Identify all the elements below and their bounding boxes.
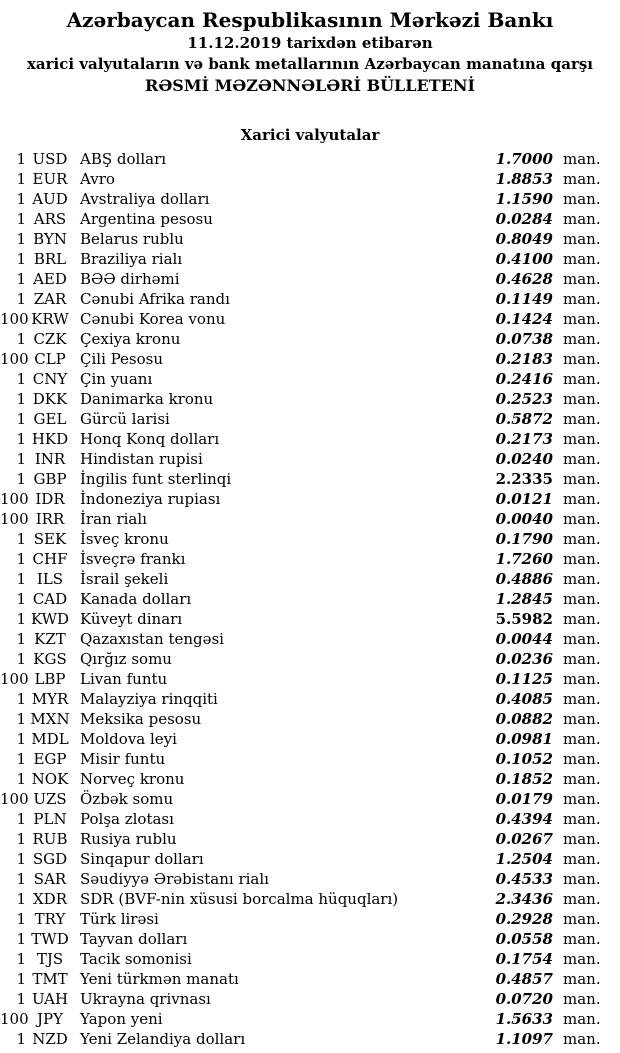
quantity-cell: 1 [16,570,26,588]
rate-value-cell: 2.3436 [495,890,553,908]
rate-value-cell: 1.2504 [495,850,553,868]
rate-value-cell: 0.2416 [495,370,553,388]
rate-value-cell: 0.4100 [495,250,553,268]
currency-name-cell: Rusiya rublu [80,830,177,848]
unit-label-cell: man. [563,290,601,308]
table-row [0,549,620,569]
rate-value-cell: 0.1790 [495,530,553,548]
quantity-cell: 1 [16,1030,26,1048]
rate-value-cell: 0.0040 [495,510,553,528]
currency-name-cell: Tayvan dolları [80,930,188,948]
rate-value-cell: 0.5872 [495,410,553,428]
table-row [0,969,620,989]
table-row [0,829,620,849]
rate-value-cell: 0.1052 [495,750,553,768]
rate-value-cell: 0.1149 [495,290,553,308]
table-row [0,629,620,649]
quantity-cell: 100 [0,350,29,368]
currency-code-cell: TJS [36,950,64,968]
currency-code-cell: AUD [32,190,68,208]
currency-name-cell: Çili Pesosu [80,350,164,368]
currency-code-cell: LBP [34,670,66,688]
currency-code-cell: CLP [34,350,66,368]
rate-value-cell: 0.0121 [495,490,553,508]
unit-label-cell: man. [563,470,601,488]
quantity-cell: 100 [0,490,29,508]
rate-value-cell: 1.2845 [495,590,553,608]
currency-name-cell: Braziliya rialı [80,250,183,268]
unit-label-cell: man. [563,790,601,808]
quantity-cell: 1 [16,210,26,228]
currency-code-cell: EGP [33,750,67,768]
bulletin-header [0,7,620,97]
table-row [0,349,620,369]
currency-code-cell: TRY [34,910,66,928]
bulletin-title: RƏSMİ MƏZƏNNƏLƏRİ BÜLLETENİ [145,76,475,95]
quantity-cell: 1 [16,470,26,488]
currency-name-cell: Qırğız somu [80,650,172,668]
quantity-cell: 1 [16,250,26,268]
rate-value-cell: 1.7000 [495,150,553,168]
currency-code-cell: KGS [33,650,67,668]
section-title-foreign-currencies: Xarici valyutalar [240,126,380,144]
table-row [0,729,620,749]
quantity-cell: 1 [16,770,26,788]
unit-label-cell: man. [563,510,601,528]
quantity-cell: 1 [16,410,26,428]
currency-name-cell: Kanada dolları [80,590,192,608]
currency-name-cell: Moldova leyi [80,730,177,748]
currency-name-cell: Səudiyyə Ərəbistanı rialı [80,870,269,888]
currency-name-cell: Yapon yeni [80,1010,163,1028]
table-row [0,509,620,529]
quantity-cell: 1 [16,450,26,468]
table-row [0,669,620,689]
unit-label-cell: man. [563,610,601,628]
currency-name-cell: Yeni türkmən manatı [80,970,239,988]
currency-code-cell: INR [34,450,66,468]
currency-name-cell: Misir funtu [80,750,166,768]
currency-name-cell: Malayziya rinqqiti [80,690,218,708]
currency-name-cell: Belarus rublu [80,230,184,248]
rate-value-cell: 0.0720 [495,990,553,1008]
currency-code-cell: JPY [36,1010,63,1028]
unit-label-cell: man. [563,150,601,168]
table-row [0,689,620,709]
rate-value-cell: 0.1125 [495,670,553,688]
unit-label-cell: man. [563,250,601,268]
currency-name-cell: Çin yuanı [80,370,153,388]
unit-label-cell: man. [563,350,601,368]
currency-code-cell: UAH [31,990,69,1008]
table-row [0,429,620,449]
unit-label-cell: man. [563,310,601,328]
quantity-cell: 1 [16,270,26,288]
rate-value-cell: 0.0558 [495,930,553,948]
unit-label-cell: man. [563,370,601,388]
rate-value-cell: 1.7260 [495,550,553,568]
subtitle-line: xarici valyutaların və bank metallarının Azərbaycan manatına qarşı [26,55,594,73]
rate-value-cell: 0.0236 [495,650,553,668]
quantity-cell: 1 [16,290,26,308]
quantity-cell: 1 [16,870,26,888]
quantity-cell: 1 [16,830,26,848]
currency-name-cell: Hindistan rupisi [80,450,203,468]
currency-code-cell: CHF [32,550,68,568]
table-row [0,289,620,309]
table-row [0,909,620,929]
table-row [0,1029,620,1049]
table-row [0,889,620,909]
rate-value-cell: 0.4085 [495,690,553,708]
quantity-cell: 100 [0,670,29,688]
rate-value-cell: 0.0738 [495,330,553,348]
table-row [0,409,620,429]
currency-code-cell: AED [33,270,67,288]
rate-value-cell: 0.0267 [495,830,553,848]
unit-label-cell: man. [563,770,601,788]
currency-code-cell: XDR [33,890,67,908]
table-row [0,709,620,729]
currency-name-cell: İsveçrə frankı [80,550,186,568]
quantity-cell: 1 [16,230,26,248]
currency-code-cell: ARS [33,210,67,228]
unit-label-cell: man. [563,630,601,648]
currency-code-cell: UZS [33,790,67,808]
currency-code-cell: CAD [32,590,68,608]
rate-value-cell: 0.1754 [495,950,553,968]
currency-name-cell: Meksika pesosu [80,710,202,728]
quantity-cell: 100 [0,310,29,328]
unit-label-cell: man. [563,670,601,688]
quantity-cell: 1 [16,710,26,728]
currency-name-cell: SDR (BVF-nin xüsusi borcalma hüquqları) [80,890,399,908]
table-row [0,949,620,969]
quantity-cell: 1 [16,170,26,188]
table-row [0,529,620,549]
currency-code-cell: HKD [31,430,69,448]
currency-name-cell: Argentina pesosu [80,210,213,228]
currency-name-cell: Türk lirəsi [80,910,159,928]
table-row [0,569,620,589]
effective-date-line: 11.12.2019 tarixdən etibarən [187,34,433,52]
currency-name-cell: İngilis funt sterlinqi [80,470,232,488]
currency-name-cell: BƏƏ dirhəmi [80,270,180,288]
rate-value-cell: 0.0044 [495,630,553,648]
currency-name-cell: Danimarka kronu [80,390,214,408]
rate-value-cell: 2.2335 [495,470,553,488]
rate-value-cell: 0.1852 [495,770,553,788]
unit-label-cell: man. [563,570,601,588]
table-row [0,1009,620,1029]
rate-value-cell: 0.8049 [495,230,553,248]
table-row [0,789,620,809]
rate-value-cell: 0.0179 [495,790,553,808]
currency-name-cell: İsveç kronu [80,530,169,548]
quantity-cell: 1 [16,990,26,1008]
currency-code-cell: EUR [32,170,68,188]
currency-code-cell: PLN [33,810,67,828]
currency-code-cell: TMT [32,970,68,988]
quantity-cell: 1 [16,630,26,648]
quantity-cell: 1 [16,190,26,208]
currency-name-cell: Tacik somonisi [80,950,192,968]
rate-value-cell: 0.4533 [495,870,553,888]
unit-label-cell: man. [563,270,601,288]
table-row [0,749,620,769]
unit-label-cell: man. [563,830,601,848]
rate-value-cell: 0.4628 [495,270,553,288]
rate-value-cell: 0.0240 [495,450,553,468]
currency-name-cell: Ukrayna qrivnası [80,990,211,1008]
unit-label-cell: man. [563,990,601,1008]
rate-value-cell: 0.2523 [495,390,553,408]
quantity-cell: 1 [16,750,26,768]
currency-code-cell: GBP [33,470,67,488]
unit-label-cell: man. [563,390,601,408]
currency-name-cell: Polşa zlotası [80,810,174,828]
unit-label-cell: man. [563,530,601,548]
table-row [0,209,620,229]
table-row [0,269,620,289]
rate-value-cell: 1.1097 [495,1030,553,1048]
unit-label-cell: man. [563,450,601,468]
quantity-cell: 1 [16,850,26,868]
rate-value-cell: 5.5982 [495,610,553,628]
unit-label-cell: man. [563,730,601,748]
currency-code-cell: NZD [32,1030,68,1048]
exchange-rates-table [0,149,620,1049]
rate-value-cell: 0.4857 [495,970,553,988]
quantity-cell: 1 [16,970,26,988]
quantity-cell: 100 [0,1010,29,1028]
currency-name-cell: Cənubi Korea vonu [80,310,226,328]
currency-code-cell: GEL [33,410,67,428]
quantity-cell: 1 [16,370,26,388]
currency-code-cell: IDR [35,490,65,508]
quantity-cell: 1 [16,730,26,748]
currency-code-cell: CZK [33,330,67,348]
currency-code-cell: BRL [33,250,67,268]
currency-code-cell: KRW [31,310,69,328]
quantity-cell: 1 [16,530,26,548]
currency-code-cell: MXN [30,710,70,728]
unit-label-cell: man. [563,590,601,608]
currency-name-cell: Norveç kronu [80,770,185,788]
currency-code-cell: SAR [33,870,67,888]
unit-label-cell: man. [563,890,601,908]
rate-value-cell: 0.2928 [495,910,553,928]
quantity-cell: 1 [16,590,26,608]
currency-name-cell: Gürcü larisi [80,410,170,428]
currency-code-cell: IRR [35,510,65,528]
table-row [0,369,620,389]
table-row [0,249,620,269]
currency-name-cell: ABŞ dolları [80,150,167,168]
quantity-cell: 1 [16,610,26,628]
currency-code-cell: KZT [34,630,66,648]
unit-label-cell: man. [563,190,601,208]
table-row [0,149,620,169]
currency-code-cell: NOK [31,770,69,788]
currency-code-cell: CNY [32,370,68,388]
quantity-cell: 1 [16,930,26,948]
unit-label-cell: man. [563,230,601,248]
quantity-cell: 1 [16,910,26,928]
currency-code-cell: ZAR [33,290,67,308]
currency-name-cell: İndoneziya rupiası [80,490,221,508]
currency-code-cell: MDL [31,730,69,748]
table-row [0,169,620,189]
currency-name-cell: Avro [80,170,115,188]
table-row [0,329,620,349]
quantity-cell: 1 [16,890,26,908]
table-row [0,389,620,409]
table-row [0,589,620,609]
currency-name-cell: Sinqapur dolları [80,850,204,868]
currency-name-cell: Cənubi Afrika randı [80,290,230,308]
currency-code-cell: TWD [31,930,69,948]
quantity-cell: 100 [0,510,29,528]
currency-name-cell: Çexiya kronu [80,330,181,348]
rate-value-cell: 0.4394 [495,810,553,828]
currency-name-cell: İran rialı [80,510,147,528]
table-row [0,649,620,669]
unit-label-cell: man. [563,950,601,968]
table-row [0,469,620,489]
rate-value-cell: 0.1424 [495,310,553,328]
unit-label-cell: man. [563,710,601,728]
table-row [0,769,620,789]
quantity-cell: 1 [16,550,26,568]
quantity-cell: 100 [0,790,29,808]
table-row [0,609,620,629]
rate-value-cell: 1.5633 [495,1010,553,1028]
table-row [0,809,620,829]
currency-code-cell: DKK [32,390,68,408]
table-row [0,989,620,1009]
quantity-cell: 1 [16,650,26,668]
unit-label-cell: man. [563,690,601,708]
rate-value-cell: 0.0882 [495,710,553,728]
rate-value-cell: 0.4886 [495,570,553,588]
unit-label-cell: man. [563,430,601,448]
rate-value-cell: 0.2183 [495,350,553,368]
rate-value-cell: 1.8853 [495,170,553,188]
currency-code-cell: BYN [33,230,67,248]
currency-code-cell: ILS [36,570,64,588]
currency-code-cell: SEK [33,530,67,548]
quantity-cell: 1 [16,690,26,708]
unit-label-cell: man. [563,870,601,888]
currency-name-cell: Küveyt dinarı [80,610,183,628]
currency-name-cell: Honq Konq dolları [80,430,220,448]
unit-label-cell: man. [563,810,601,828]
currency-code-cell: SGD [32,850,68,868]
unit-label-cell: man. [563,210,601,228]
rate-value-cell: 0.0981 [495,730,553,748]
table-row [0,869,620,889]
quantity-cell: 1 [16,810,26,828]
table-row [0,189,620,209]
unit-label-cell: man. [563,330,601,348]
table-row [0,229,620,249]
unit-label-cell: man. [563,1010,601,1028]
currency-name-cell: İsrail şekeli [80,570,169,588]
unit-label-cell: man. [563,650,601,668]
currency-name-cell: Avstraliya dolları [80,190,210,208]
currency-code-cell: USD [32,150,68,168]
unit-label-cell: man. [563,910,601,928]
quantity-cell: 1 [16,150,26,168]
currency-code-cell: MYR [31,690,69,708]
bank-title: Azərbaycan Respublikasının Mərkəzi Bankı [66,8,554,32]
quantity-cell: 1 [16,330,26,348]
quantity-cell: 1 [16,950,26,968]
currency-code-cell: KWD [30,610,70,628]
table-row [0,449,620,469]
unit-label-cell: man. [563,490,601,508]
unit-label-cell: man. [563,1030,601,1048]
currency-name-cell: Qazaxıstan tengəsi [80,630,224,648]
rate-value-cell: 0.0284 [495,210,553,228]
unit-label-cell: man. [563,170,601,188]
unit-label-cell: man. [563,970,601,988]
currency-name-cell: Yeni Zelandiya dolları [80,1030,246,1048]
quantity-cell: 1 [16,390,26,408]
table-row [0,929,620,949]
rate-value-cell: 0.2173 [495,430,553,448]
currency-name-cell: Özbək somu [80,790,174,808]
currency-code-cell: RUB [32,830,68,848]
unit-label-cell: man. [563,550,601,568]
table-row [0,849,620,869]
rate-value-cell: 1.1590 [495,190,553,208]
unit-label-cell: man. [563,410,601,428]
table-row [0,309,620,329]
currency-name-cell: Livan funtu [80,670,168,688]
unit-label-cell: man. [563,850,601,868]
unit-label-cell: man. [563,930,601,948]
unit-label-cell: man. [563,750,601,768]
table-row [0,489,620,509]
quantity-cell: 1 [16,430,26,448]
